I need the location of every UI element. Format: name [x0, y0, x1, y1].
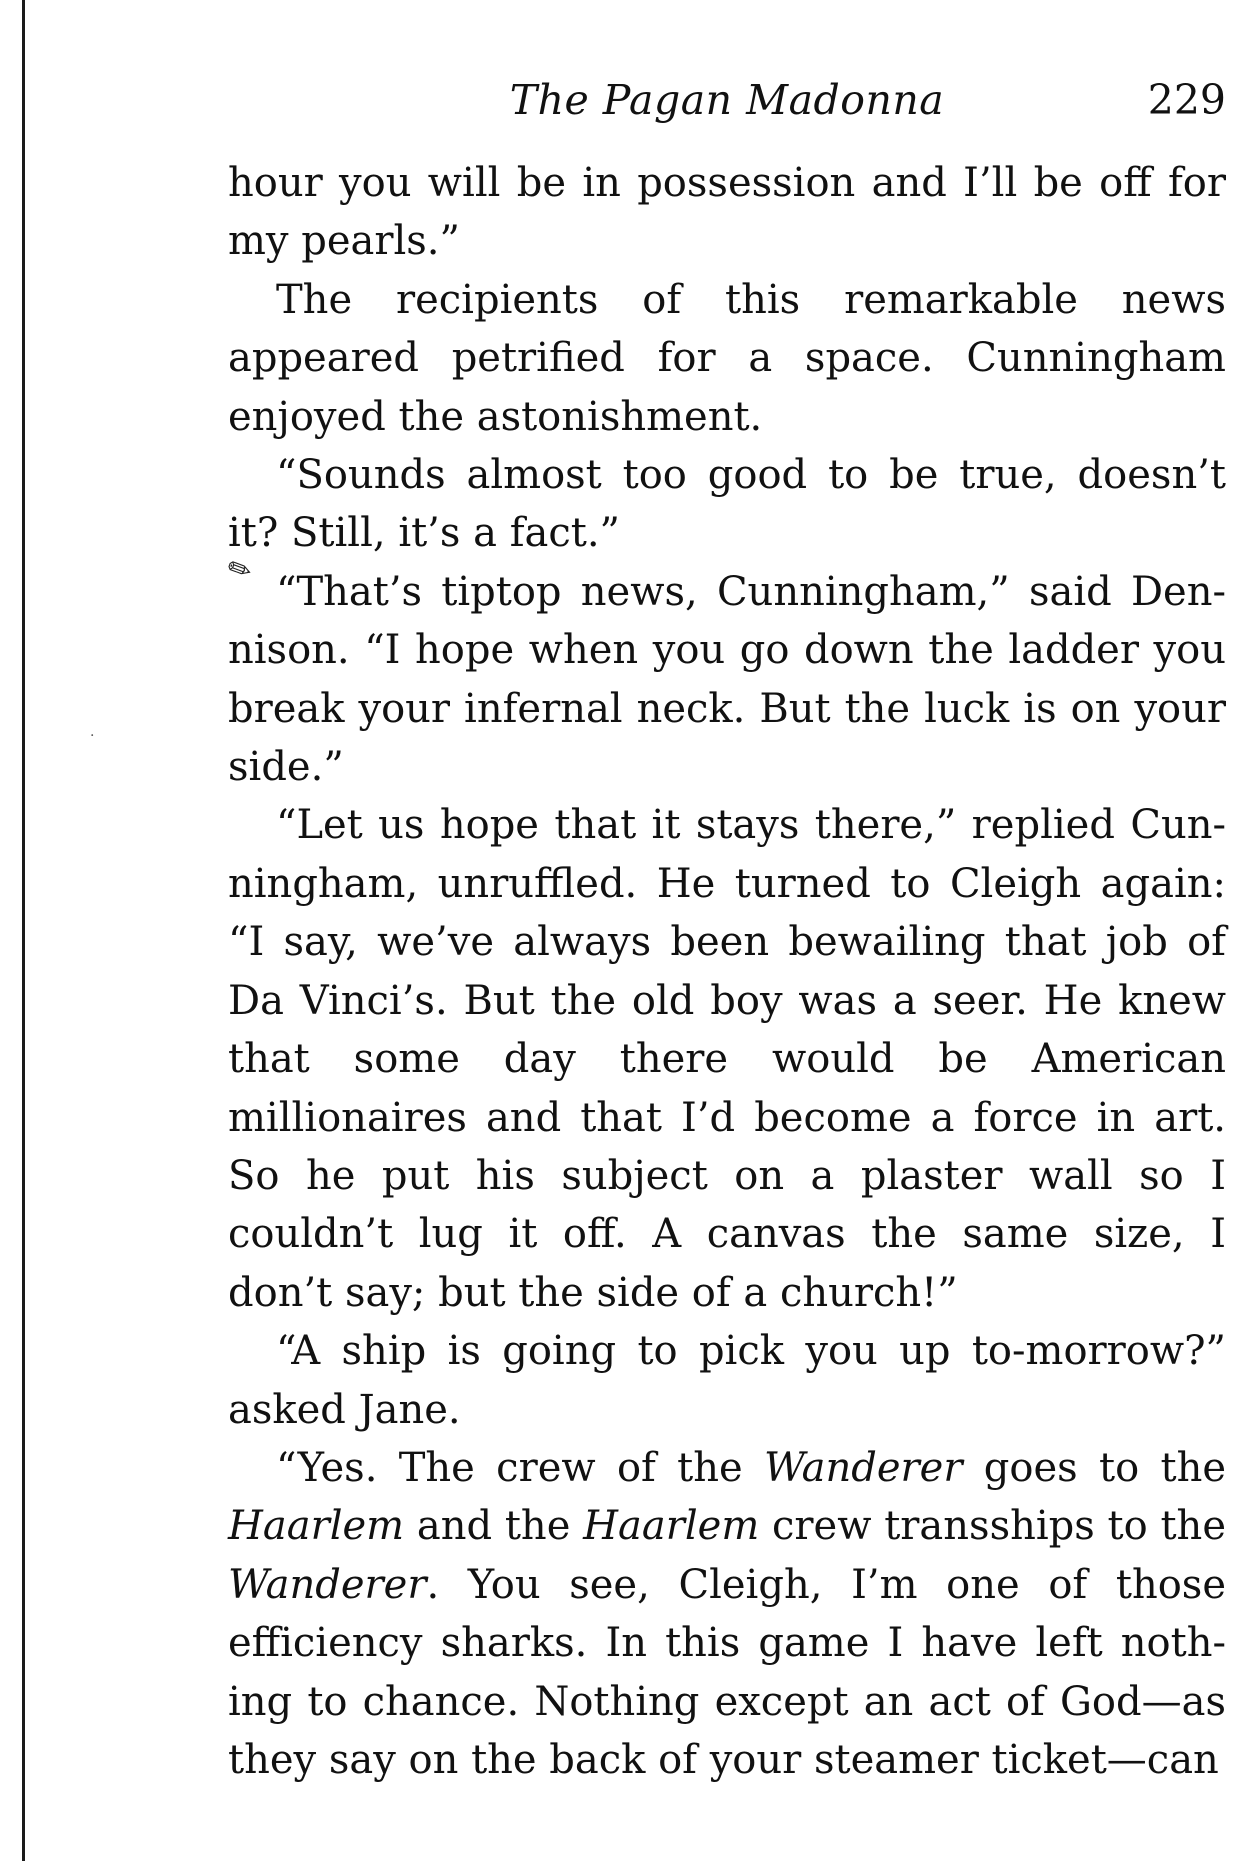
paragraph — [228, 446, 1226, 563]
paragraph — [228, 563, 1226, 797]
binding-edge — [22, 0, 25, 1861]
italic-text: Wanderer — [228, 1561, 427, 1608]
text-segment: “Yes. The crew of the — [276, 1444, 765, 1491]
paragraph — [228, 1322, 1226, 1439]
stray-mark: · — [90, 728, 95, 744]
paragraph — [228, 154, 1226, 271]
italic-text: Wanderer — [764, 1444, 963, 1491]
text-segment: “That’s tiptop news, Cunningham,” said Dennison. “I hope when you go down the ladder you break your infernal neck. But the luck is on your side.” — [228, 568, 1226, 791]
page-header — [228, 70, 1226, 130]
text-segment: . You see, Cleigh, I’m one of those efficiency sharks. In this game I have left nothing to chance. Nothing except an act of God—as they say on the back of your steamer ticket—can — [228, 1561, 1226, 1783]
body-text — [228, 154, 1226, 1789]
text-segment: hour you will be in possession and I’ll be off for my pearls.” — [228, 160, 1226, 265]
page-number: 229 — [1147, 76, 1226, 124]
paragraph — [228, 1439, 1226, 1789]
italic-text: Haarlem — [583, 1503, 760, 1550]
text-segment: goes to the — [962, 1444, 1226, 1491]
text-segment: “A ship is going to pick you up to-morrow?” asked Jane. — [228, 1328, 1226, 1433]
text-segment: crew transships to the — [759, 1503, 1226, 1550]
running-title: The Pagan Madonna — [509, 76, 945, 124]
italic-text: Haarlem — [228, 1503, 405, 1550]
text-segment: The recipients of this remarkable news appeared petrified for a space. Cunningham enjoyed the astonishment. — [228, 276, 1226, 440]
pencil-mark-icon: ✎ — [222, 549, 258, 590]
paragraph — [228, 796, 1226, 1322]
text-segment: “Let us hope that it stays there,” replied Cunningham, unruffled. He turned to Cleigh again: “I say, we’ve always been bewailing that job of Da Vinci’s. But the old boy was a seer. He knew that some day there would be American millionaires and that I’d become a force in art. So he put his subject on a plaster wall so I couldn’t lug it off. A canvas the same size, I don’t say; but the side of a church!” — [228, 802, 1226, 1316]
text-segment: “Sounds almost too good to be true, doesn’t it? Still, it’s a fact.” — [228, 452, 1226, 557]
paragraph — [228, 271, 1226, 446]
text-segment: and the — [404, 1503, 584, 1550]
